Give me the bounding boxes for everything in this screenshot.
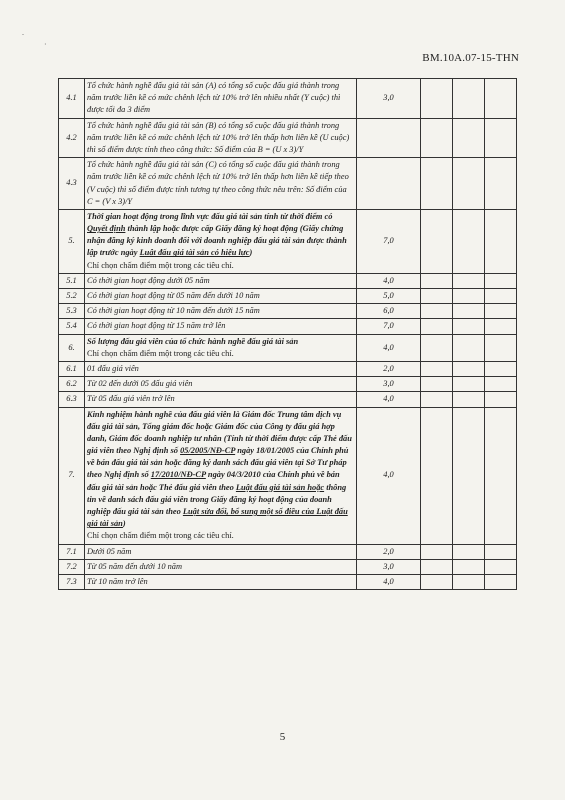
score-entry-cell[interactable] bbox=[421, 319, 453, 334]
criterion-number: 5.3 bbox=[59, 304, 85, 319]
max-score: 4,0 bbox=[357, 407, 421, 544]
criterion-number: 6.1 bbox=[59, 361, 85, 376]
table-row bbox=[59, 273, 517, 288]
criterion-number: 4.2 bbox=[59, 118, 85, 158]
page-number: 5 bbox=[279, 731, 286, 743]
score-entry-cell[interactable] bbox=[421, 559, 453, 574]
max-score: 6,0 bbox=[357, 304, 421, 319]
max-score: 2,0 bbox=[357, 544, 421, 559]
score-entry-cell[interactable] bbox=[453, 559, 485, 574]
score-entry-cell[interactable] bbox=[485, 289, 517, 304]
criterion-instruction: Chỉ chọn chấm điểm một trong các tiêu chí. bbox=[87, 531, 234, 541]
criterion-instruction: Chỉ chọn chấm điểm một trong các tiêu chí. bbox=[87, 260, 234, 270]
table-row bbox=[59, 407, 517, 544]
score-entry-cell[interactable] bbox=[453, 304, 485, 319]
max-score: 3,0 bbox=[357, 79, 421, 119]
score-entry-cell[interactable] bbox=[485, 304, 517, 319]
table-row bbox=[59, 544, 517, 559]
criterion-description: Từ 02 đến dưới 05 đấu giá viên bbox=[85, 377, 357, 392]
scoring-table bbox=[58, 78, 517, 590]
criterion-number: 5. bbox=[59, 209, 85, 273]
criterion-number: 6. bbox=[59, 334, 85, 361]
criterion-number: 5.4 bbox=[59, 319, 85, 334]
score-entry-cell[interactable] bbox=[421, 273, 453, 288]
max-score: 4,0 bbox=[357, 392, 421, 407]
score-entry-cell[interactable] bbox=[485, 158, 517, 210]
criterion-title: Thời gian hoạt động trong lĩnh vực đấu giá tài sản tính từ thời điểm có Quyết định thành lập hoặc được cấp Giấy đăng ký hoạt động (Giấy chứng nhận đăng ký kinh doanh đối với doanh nghiệp đấu giá tài sản được thành lập trước ngày Luật đấu giá tài sản có hiệu lực) bbox=[87, 211, 347, 258]
max-score: 4,0 bbox=[357, 574, 421, 589]
max-score bbox=[357, 158, 421, 210]
score-entry-cell[interactable] bbox=[421, 392, 453, 407]
score-entry-cell[interactable] bbox=[485, 79, 517, 119]
table-row bbox=[59, 79, 517, 119]
score-entry-cell[interactable] bbox=[485, 574, 517, 589]
criterion-description: Có thời gian hoạt động từ 10 năm đến dưới 15 năm bbox=[85, 304, 357, 319]
criterion-number: 5.2 bbox=[59, 289, 85, 304]
score-entry-cell[interactable] bbox=[421, 407, 453, 544]
criterion-number: 7. bbox=[59, 407, 85, 544]
scan-speck: · bbox=[44, 40, 47, 49]
score-entry-cell[interactable] bbox=[485, 377, 517, 392]
score-entry-cell[interactable] bbox=[421, 304, 453, 319]
criterion-description: Có thời gian hoạt động dưới 05 năm bbox=[85, 273, 357, 288]
max-score: 3,0 bbox=[357, 377, 421, 392]
criterion-number: 4.3 bbox=[59, 158, 85, 210]
max-score bbox=[357, 118, 421, 158]
criterion-number: 7.2 bbox=[59, 559, 85, 574]
score-entry-cell[interactable] bbox=[453, 289, 485, 304]
score-entry-cell[interactable] bbox=[485, 361, 517, 376]
score-entry-cell[interactable] bbox=[421, 209, 453, 273]
score-entry-cell[interactable] bbox=[453, 361, 485, 376]
table-row bbox=[59, 377, 517, 392]
score-entry-cell[interactable] bbox=[485, 319, 517, 334]
score-entry-cell[interactable] bbox=[421, 544, 453, 559]
score-entry-cell[interactable] bbox=[421, 361, 453, 376]
criterion-title: Kinh nghiệm hành nghề của đấu giá viên là Giám đốc Trung tâm dịch vụ đấu giá tài sản, Tổng giám đốc hoặc Giám đốc của Công ty đấu giá hợp danh, Giám đốc doanh nghiệp tư nhân (Tính từ thời điểm được cấp Thẻ đấu giá viên theo Nghị định số 05/2005/NĐ-CP ngày 18/01/2005 của Chính phủ về bán đấu giá tài sản hoặc đăng ký danh sách đấu giá viên tại Sở Tư pháp theo Nghị định số 17/2010/NĐ-CP ngày 04/3/2010 của Chính phủ về bán đấu giá tài sản hoặc Thẻ đấu giá viên theo Luật đấu giá tài sản hoặc thông tin về danh sách đấu giá viên trong Giấy đăng ký hoạt động của doanh nghiệp đấu giá tài sản theo Luật sửa đổi, bổ sung một số điều của Luật đấu giá tài sản) bbox=[87, 409, 352, 529]
table-row bbox=[59, 574, 517, 589]
score-entry-cell[interactable] bbox=[485, 559, 517, 574]
table-row bbox=[59, 334, 517, 361]
criterion-description: Tổ chức hành nghề đấu giá tài sản (C) có tổng số cuộc đấu giá thành trong năm trước liền kề có mức chênh lệch từ 10% trở lên thấp hơn liền kề tiếp theo (V cuộc) thì số điểm được tính tương tự theo công thức nêu trên: Số điểm của C = (V x 3)/Y bbox=[85, 158, 357, 210]
table-row bbox=[59, 361, 517, 376]
score-entry-cell[interactable] bbox=[453, 158, 485, 210]
table-row bbox=[59, 158, 517, 210]
score-entry-cell[interactable] bbox=[485, 334, 517, 361]
score-entry-cell[interactable] bbox=[421, 79, 453, 119]
score-entry-cell[interactable] bbox=[421, 574, 453, 589]
score-entry-cell[interactable] bbox=[421, 158, 453, 210]
criterion-description bbox=[85, 407, 357, 544]
criterion-description: Tổ chức hành nghề đấu giá tài sản (B) có tổng số cuộc đấu giá thành trong năm trước liền kề có mức chênh lệch từ 10% trở lên thấp hơn liền kề (U cuộc) thì số điểm được tính theo công thức: Số điểm của B = (U x 3)/Y bbox=[85, 118, 357, 158]
max-score: 4,0 bbox=[357, 334, 421, 361]
criterion-number: 4.1 bbox=[59, 79, 85, 119]
score-entry-cell[interactable] bbox=[453, 79, 485, 119]
criterion-instruction: Chỉ chọn chấm điểm một trong các tiêu chí. bbox=[87, 348, 234, 358]
table-row bbox=[59, 209, 517, 273]
criterion-description bbox=[85, 334, 357, 361]
table-row bbox=[59, 304, 517, 319]
score-entry-cell[interactable] bbox=[453, 377, 485, 392]
document-code: BM.10A.07-15-THN bbox=[422, 52, 519, 64]
max-score: 2,0 bbox=[357, 361, 421, 376]
criterion-description: 01 đấu giá viên bbox=[85, 361, 357, 376]
criterion-description: Từ 05 năm đến dưới 10 năm bbox=[85, 559, 357, 574]
criterion-number: 6.2 bbox=[59, 377, 85, 392]
score-entry-cell[interactable] bbox=[421, 377, 453, 392]
criterion-description: Từ 05 đấu giá viên trở lên bbox=[85, 392, 357, 407]
max-score: 3,0 bbox=[357, 559, 421, 574]
score-entry-cell[interactable] bbox=[485, 392, 517, 407]
criterion-description: Có thời gian hoạt động từ 05 năm đến dưới 10 năm bbox=[85, 289, 357, 304]
score-entry-cell[interactable] bbox=[453, 407, 485, 544]
table-row bbox=[59, 392, 517, 407]
criterion-number: 5.1 bbox=[59, 273, 85, 288]
table-row bbox=[59, 559, 517, 574]
score-entry-cell[interactable] bbox=[485, 118, 517, 158]
max-score: 7,0 bbox=[357, 319, 421, 334]
score-entry-cell[interactable] bbox=[485, 407, 517, 544]
criterion-number: 6.3 bbox=[59, 392, 85, 407]
score-entry-cell[interactable] bbox=[453, 209, 485, 273]
score-entry-cell[interactable] bbox=[485, 273, 517, 288]
score-entry-cell[interactable] bbox=[485, 544, 517, 559]
score-entry-cell[interactable] bbox=[421, 118, 453, 158]
scoring-table-body bbox=[59, 79, 517, 590]
score-entry-cell[interactable] bbox=[485, 209, 517, 273]
score-entry-cell[interactable] bbox=[453, 319, 485, 334]
criterion-description: Dưới 05 năm bbox=[85, 544, 357, 559]
table-row bbox=[59, 118, 517, 158]
criterion-description: Tổ chức hành nghề đấu giá tài sản (A) có tổng số cuộc đấu giá thành trong năm trước liền kề có mức chênh lệch từ 10% trở lên nhiều nhất (Y cuộc) thì được tối đa 3 điểm bbox=[85, 79, 357, 119]
score-entry-cell[interactable] bbox=[453, 273, 485, 288]
table-row bbox=[59, 319, 517, 334]
max-score: 5,0 bbox=[357, 289, 421, 304]
criterion-number: 7.1 bbox=[59, 544, 85, 559]
score-entry-cell[interactable] bbox=[453, 574, 485, 589]
score-entry-cell[interactable] bbox=[453, 118, 485, 158]
criterion-title: Số lượng đấu giá viên của tổ chức hành nghề đấu giá tài sản bbox=[87, 336, 299, 346]
table-row bbox=[59, 289, 517, 304]
score-entry-cell[interactable] bbox=[421, 289, 453, 304]
criterion-description: Có thời gian hoạt động từ 15 năm trở lên bbox=[85, 319, 357, 334]
scan-speck: . bbox=[22, 28, 24, 37]
criterion-description bbox=[85, 209, 357, 273]
max-score: 7,0 bbox=[357, 209, 421, 273]
score-entry-cell[interactable] bbox=[453, 544, 485, 559]
criterion-number: 7.3 bbox=[59, 574, 85, 589]
max-score: 4,0 bbox=[357, 273, 421, 288]
score-entry-cell[interactable] bbox=[453, 392, 485, 407]
score-entry-cell[interactable] bbox=[453, 334, 485, 361]
score-entry-cell[interactable] bbox=[421, 334, 453, 361]
criterion-description: Từ 10 năm trở lên bbox=[85, 574, 357, 589]
